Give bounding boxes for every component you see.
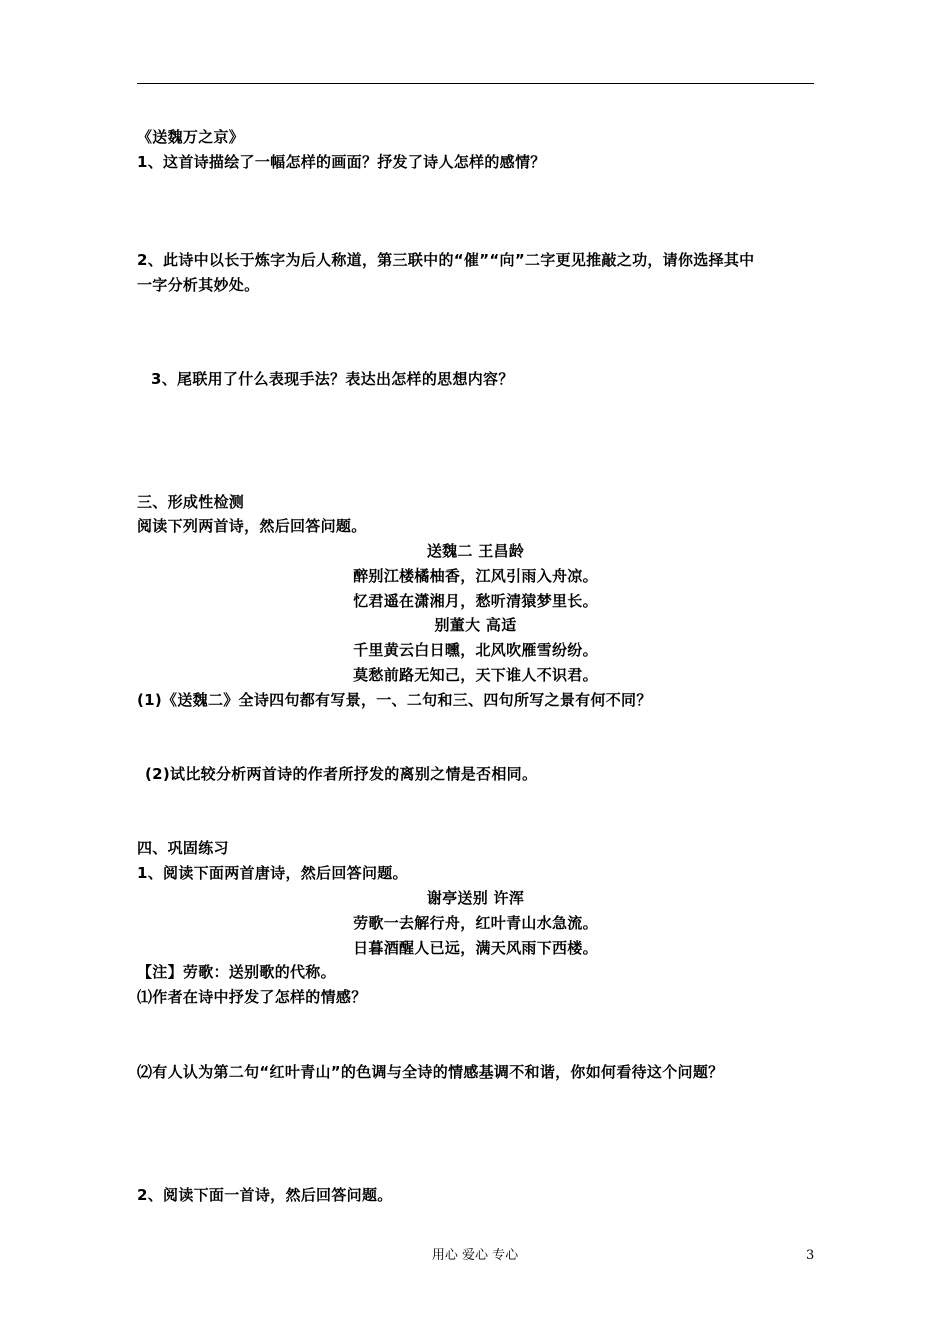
poem-2-line-1: 千里黄云白日曛，北风吹雁雪纷纷。 bbox=[353, 641, 598, 659]
section-4-item-2-intro: 2、阅读下面一首诗，然后回答问题。 bbox=[137, 1186, 393, 1204]
question-1: 1、这首诗描绘了一幅怎样的画面？抒发了诗人怎样的感情？ bbox=[137, 153, 546, 171]
section-3-question-2: (2)试比较分析两首诗的作者所抒发的离别之情是否相同。 bbox=[145, 765, 538, 783]
section-3-question-1: (1)《送魏二》全诗四句都有写景，一、二句和三、四句所写之景有何不同？ bbox=[137, 691, 652, 709]
poem-2-line-2: 莫愁前路无知己，天下谁人不识君。 bbox=[353, 666, 598, 684]
poem-3-line-2: 日暮酒醒人已远，满天风雨下西楼。 bbox=[353, 939, 598, 957]
poem-3-line-1: 劳歌一去解行舟，红叶青山水急流。 bbox=[353, 914, 598, 932]
question-3: 3、尾联用了什么表现手法？表达出怎样的思想内容？ bbox=[151, 370, 514, 388]
poem-2-title: 别董大 高适 bbox=[434, 616, 517, 634]
section-3-heading: 三、形成性检测 bbox=[137, 493, 245, 511]
poem-1-line-2: 忆君遥在潇湘月，愁听清猿梦里长。 bbox=[353, 592, 598, 610]
poem-1-title: 送魏二 王昌龄 bbox=[426, 542, 525, 560]
poem-1-line-1: 醉别江楼橘柚香，江风引雨入舟凉。 bbox=[353, 567, 598, 585]
section-3-intro: 阅读下列两首诗，然后回答问题。 bbox=[137, 517, 367, 535]
annotation-note: 【注】劳歌：送别歌的代称。 bbox=[137, 963, 336, 981]
poem-3-title: 谢亭送别 许浑 bbox=[426, 889, 525, 907]
section-4-question-2: ⑵有人认为第二句“红叶青山”的色调与全诗的情感基调不和谐，你如何看待这个问题？ bbox=[137, 1063, 724, 1081]
question-2-line-1: 2、此诗中以长于炼字为后人称道，第三联中的“催”“向”二字更见推敲之功，请你选择其中 bbox=[137, 251, 755, 269]
section-4-item-1-intro: 1、阅读下面两首唐诗，然后回答问题。 bbox=[137, 864, 408, 882]
section-4-question-1: ⑴作者在诗中抒发了怎样的情感？ bbox=[137, 988, 367, 1006]
header-rule bbox=[137, 83, 814, 84]
section-4-heading: 四、巩固练习 bbox=[137, 839, 229, 857]
footer-slogan: 用心 爱心 专心 bbox=[431, 1248, 519, 1263]
question-2-line-2: 一字分析其妙处。 bbox=[137, 276, 260, 294]
poem-title-song-wei-wan: 《送魏万之京》 bbox=[137, 128, 245, 146]
page-number: 3 bbox=[806, 1248, 815, 1263]
